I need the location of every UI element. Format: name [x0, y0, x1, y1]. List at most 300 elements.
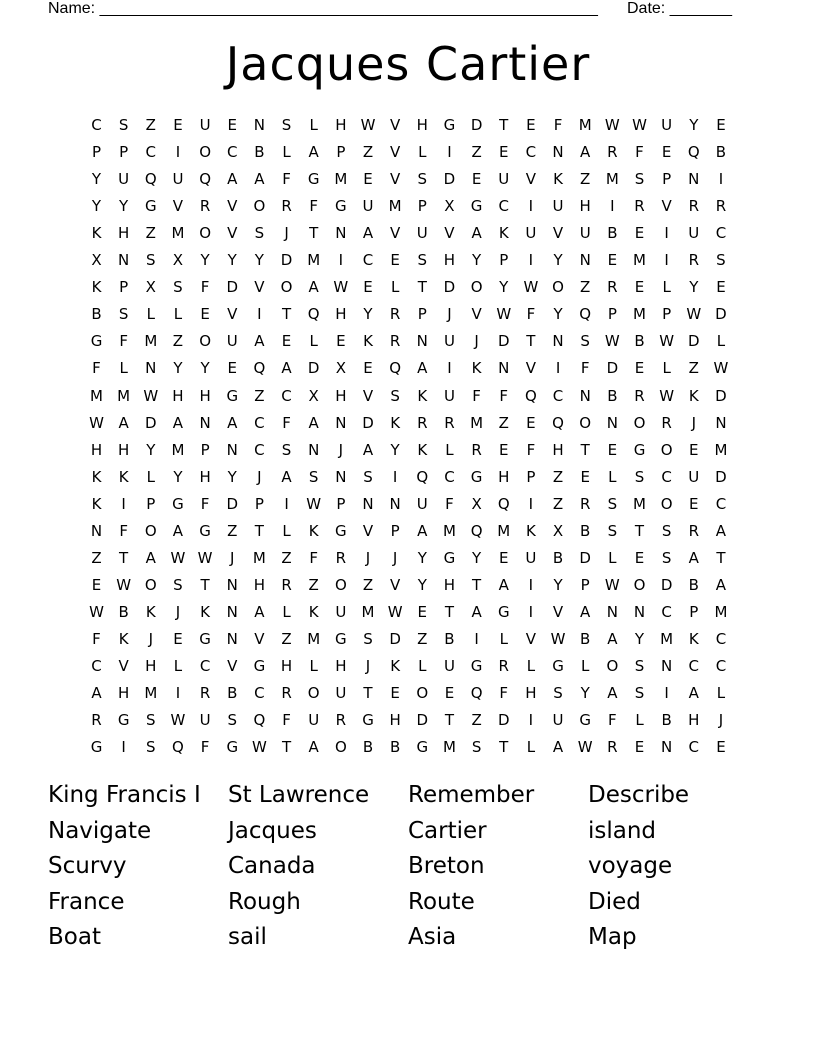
grid-letter: I: [664, 224, 669, 243]
grid-letter: A: [308, 143, 319, 162]
grid-letter: W: [89, 413, 104, 432]
grid-letter: E: [634, 548, 645, 567]
grid-row: [83, 112, 733, 139]
grid-letter: C: [91, 116, 102, 134]
grid-letter: M: [660, 629, 674, 648]
grid-letter: T: [499, 116, 509, 134]
word-bank-item: Boat: [48, 924, 101, 950]
grid-letter: Z: [580, 278, 591, 297]
grid-letter: E: [634, 359, 645, 378]
grid-letter: S: [417, 251, 428, 270]
grid-letter: O: [199, 224, 211, 243]
grid-letter: L: [526, 657, 536, 675]
grid-letter: M: [714, 440, 728, 459]
grid-letter: S: [417, 170, 428, 189]
grid-letter: W: [306, 494, 322, 513]
grid-letter: L: [309, 116, 318, 134]
grid-letter: S: [227, 711, 238, 730]
grid-letter: F: [472, 386, 481, 405]
grid-letter: V: [525, 359, 537, 378]
grid-letter: A: [281, 467, 292, 486]
grid-letter: I: [718, 170, 724, 189]
grid-row: [83, 355, 733, 382]
grid-letter: D: [497, 332, 510, 351]
grid-letter: A: [552, 738, 564, 757]
grid-letter: H: [118, 440, 130, 459]
grid-letter: S: [661, 521, 672, 540]
grid-letter: M: [633, 251, 646, 270]
grid-letter: V: [227, 305, 238, 324]
grid-letter: S: [173, 575, 183, 594]
grid-letter: B: [661, 711, 672, 730]
grid-letter: I: [474, 629, 479, 648]
grid-letter: Y: [119, 197, 129, 216]
grid-letter: Y: [472, 548, 482, 567]
grid-letter: N: [90, 521, 103, 540]
word-bank-item: Remember: [408, 782, 535, 808]
grid-letter: N: [226, 629, 238, 648]
grid-letter: U: [226, 332, 238, 351]
grid-letter: K: [498, 224, 509, 243]
grid-letter: S: [281, 116, 292, 134]
grid-letter: P: [499, 251, 509, 270]
grid-letter: C: [199, 657, 211, 675]
grid-letter: L: [608, 548, 617, 567]
grid-letter: T: [444, 602, 455, 621]
grid-letter: G: [470, 657, 483, 675]
grid-letter: J: [691, 413, 697, 432]
grid-letter: V: [444, 224, 455, 243]
grid-letter: K: [91, 278, 102, 297]
grid-letter: S: [716, 251, 726, 270]
grid-letter: H: [118, 224, 130, 243]
grid-letter: N: [715, 413, 727, 432]
grid-letter: M: [470, 413, 484, 432]
grid-letter: H: [389, 711, 401, 730]
grid-letter: S: [607, 494, 618, 513]
word-bank-item: Rough: [228, 888, 301, 915]
grid-letter: V: [362, 521, 374, 540]
grid-letter: F: [119, 332, 128, 351]
grid-letter: L: [445, 440, 454, 459]
grid-letter: P: [390, 521, 400, 540]
grid-letter: T: [526, 332, 536, 351]
grid-letter: F: [553, 116, 563, 134]
grid-letter: I: [528, 711, 534, 730]
grid-letter: V: [362, 386, 374, 405]
grid-letter: M: [714, 602, 728, 621]
grid-letter: U: [118, 170, 130, 189]
grid-letter: Q: [144, 170, 157, 189]
grid-letter: S: [118, 305, 129, 324]
grid-letter: A: [254, 170, 265, 189]
grid-letter: R: [688, 197, 700, 216]
grid-letter: D: [362, 413, 374, 432]
grid-letter: H: [525, 684, 537, 703]
grid-letter: U: [308, 711, 320, 730]
grid-letter: I: [555, 359, 561, 378]
grid-letter: E: [499, 548, 509, 567]
grid-letter: H: [443, 575, 456, 594]
grid-letter: H: [335, 305, 347, 324]
grid-letter: S: [634, 170, 645, 189]
grid-letter: W: [333, 278, 349, 297]
grid-letter: I: [338, 251, 344, 270]
word-bank-item: Map: [588, 924, 637, 950]
grid-letter: P: [336, 494, 346, 513]
grid-letter: D: [226, 494, 239, 513]
grid-letter: Z: [362, 575, 374, 594]
grid-letter: A: [417, 521, 428, 540]
grid-letter: R: [661, 413, 672, 432]
grid-letter: Y: [553, 251, 563, 270]
grid-letter: C: [715, 224, 727, 243]
grid-letter: V: [227, 197, 238, 216]
grid-letter: F: [499, 386, 509, 405]
grid-letter: D: [443, 278, 456, 297]
grid-letter: C: [444, 467, 455, 486]
grid-letter: V: [471, 305, 482, 324]
grid-letter: K: [553, 170, 563, 189]
grid-letter: H: [280, 657, 293, 675]
grid-letter: L: [418, 143, 427, 162]
grid-letter: R: [607, 738, 618, 757]
grid-letter: H: [90, 440, 103, 459]
grid-letter: N: [253, 116, 265, 134]
grid-letter: C: [362, 251, 374, 270]
grid-letter: L: [282, 521, 291, 540]
grid-letter: E: [607, 251, 618, 270]
grid-row: [83, 680, 733, 707]
grid-letter: E: [200, 305, 210, 324]
grid-letter: O: [144, 575, 157, 594]
grid-letter: R: [199, 197, 211, 216]
grid-row: [83, 518, 733, 545]
grid-letter: G: [90, 332, 103, 351]
grid-letter: E: [634, 278, 645, 297]
grid-letter: A: [580, 602, 591, 621]
grid-letter: B: [362, 738, 374, 757]
grid-letter: O: [470, 278, 483, 297]
grid-letter: N: [226, 575, 238, 594]
grid-letter: V: [254, 629, 265, 648]
grid-letter: U: [498, 170, 510, 189]
grid-letter: E: [227, 116, 237, 134]
grid-letter: P: [662, 170, 672, 189]
grid-letter: O: [334, 738, 347, 757]
grid-letter: Y: [363, 305, 373, 324]
grid-letter: E: [390, 684, 400, 703]
grid-letter: L: [282, 602, 291, 621]
grid-letter: R: [444, 413, 455, 432]
grid-letter: E: [580, 467, 590, 486]
grid-letter: H: [335, 116, 347, 134]
grid-letter: Y: [200, 359, 210, 378]
grid-letter: S: [173, 278, 183, 297]
grid-letter: R: [607, 278, 618, 297]
grid-letter: A: [172, 413, 184, 432]
word-bank-item: Describe: [588, 782, 690, 808]
grid-letter: R: [634, 386, 645, 405]
grid-letter: A: [688, 684, 699, 703]
grid-letter: O: [199, 332, 211, 351]
grid-letter: L: [282, 143, 291, 162]
grid-letter: O: [579, 413, 592, 432]
grid-letter: G: [416, 738, 429, 757]
grid-letter: C: [715, 657, 727, 675]
word-bank-item: France: [48, 888, 125, 915]
word-bank-item: Route: [408, 888, 475, 915]
grid-row: [83, 653, 733, 680]
grid-letter: B: [688, 575, 699, 594]
grid-letter: M: [171, 224, 185, 243]
grid-letter: W: [686, 305, 702, 324]
page-title: Jacques Cartier: [225, 37, 591, 91]
grid-letter: G: [579, 711, 591, 730]
word-bank-item: Navigate: [48, 817, 152, 844]
grid-letter: E: [336, 332, 346, 351]
grid-letter: E: [689, 440, 699, 459]
grid-letter: E: [173, 629, 183, 648]
grid-letter: D: [660, 575, 673, 594]
grid-letter: K: [308, 521, 319, 540]
grid-letter: P: [119, 278, 129, 297]
grid-letter: V: [390, 575, 401, 594]
grid-letter: B: [118, 602, 129, 621]
grid-letter: K: [471, 359, 482, 378]
grid-letter: K: [118, 467, 129, 486]
grid-letter: J: [230, 548, 235, 567]
grid-letter: S: [146, 251, 156, 270]
grid-letter: F: [282, 170, 291, 189]
grid-letter: B: [227, 684, 238, 703]
grid-letter: Y: [499, 278, 509, 297]
grid-letter: C: [715, 494, 727, 513]
grid-letter: B: [607, 224, 618, 243]
grid-letter: Z: [471, 711, 482, 730]
grid-letter: X: [145, 278, 156, 297]
grid-letter: H: [335, 657, 347, 675]
grid-letter: I: [121, 494, 126, 513]
grid-letter: W: [116, 575, 132, 594]
grid-letter: Y: [254, 251, 264, 270]
grid-letter: A: [254, 602, 265, 621]
grid-letter: D: [307, 359, 320, 378]
grid-letter: E: [526, 413, 536, 432]
grid-letter: Q: [470, 521, 483, 540]
grid-letter: H: [498, 467, 510, 486]
grid-row: [83, 383, 733, 410]
grid-letter: Y: [91, 197, 102, 216]
grid-letter: F: [526, 305, 536, 324]
grid-letter: C: [91, 657, 102, 675]
grid-letter: U: [579, 224, 591, 243]
grid-row: [83, 301, 733, 328]
grid-row: [83, 572, 733, 599]
grid-letter: U: [525, 548, 537, 567]
grid-letter: A: [362, 440, 374, 459]
grid-letter: Q: [307, 305, 320, 324]
grid-letter: D: [715, 305, 727, 324]
grid-letter: E: [716, 278, 726, 297]
grid-letter: I: [392, 467, 398, 486]
grid-letter: G: [633, 440, 646, 459]
grid-letter: Z: [362, 143, 374, 162]
grid-letter: Z: [227, 521, 238, 540]
grid-letter: I: [528, 251, 534, 270]
grid-letter: J: [447, 305, 452, 324]
word-bank-item: Breton: [408, 853, 485, 879]
grid-letter: L: [499, 629, 508, 648]
grid-letter: R: [335, 548, 347, 567]
grid-letter: N: [661, 738, 673, 757]
grid-letter: H: [443, 251, 456, 270]
grid-letter: P: [607, 305, 617, 324]
grid-letter: A: [308, 738, 319, 757]
grid-letter: E: [716, 738, 726, 757]
grid-letter: E: [91, 575, 102, 594]
grid-letter: K: [145, 602, 156, 621]
grid-letter: J: [718, 711, 724, 730]
grid-letter: Y: [580, 684, 590, 703]
grid-letter: O: [199, 143, 211, 162]
grid-letter: F: [282, 711, 291, 730]
grid-letter: A: [688, 548, 699, 567]
grid-letter: N: [118, 251, 130, 270]
grid-letter: B: [444, 629, 455, 648]
grid-letter: R: [498, 657, 509, 675]
grid-letter: R: [715, 197, 727, 216]
grid-letter: A: [308, 278, 319, 297]
grid-letter: L: [662, 278, 671, 297]
grid-letter: I: [175, 143, 181, 162]
grid-row: [83, 247, 733, 274]
grid-letter: I: [121, 738, 126, 757]
grid-letter: N: [416, 332, 428, 351]
grid-letter: L: [716, 684, 726, 703]
grid-letter: C: [688, 738, 700, 757]
grid-row: [83, 274, 733, 301]
grid-letter: N: [145, 359, 157, 378]
grid-letter: O: [144, 521, 157, 540]
grid-letter: R: [607, 143, 618, 162]
grid-letter: M: [144, 332, 158, 351]
grid-letter: G: [199, 521, 211, 540]
grid-letter: Q: [687, 143, 700, 162]
grid-letter: N: [606, 413, 618, 432]
grid-letter: R: [688, 251, 700, 270]
grid-letter: F: [635, 143, 644, 162]
word-bank-item: St Lawrence: [228, 782, 370, 808]
grid-letter: O: [253, 197, 266, 216]
grid-letter: P: [417, 305, 427, 324]
grid-letter: Q: [199, 170, 211, 189]
grid-letter: S: [146, 711, 156, 730]
grid-letter: M: [442, 738, 456, 757]
grid-letter: C: [688, 657, 700, 675]
word-bank-item: King Francis I: [48, 782, 201, 808]
grid-letter: K: [91, 224, 102, 243]
grid-letter: M: [633, 494, 646, 513]
grid-letter: Z: [471, 143, 482, 162]
grid-letter: W: [496, 305, 512, 324]
grid-letter: J: [284, 224, 289, 243]
grid-letter: T: [281, 738, 292, 757]
grid-letter: U: [443, 386, 455, 405]
grid-letter: M: [633, 305, 646, 324]
grid-row: [83, 626, 733, 653]
grid-letter: R: [389, 332, 401, 351]
grid-letter: X: [172, 251, 184, 270]
grid-row: [83, 545, 733, 572]
grid-letter: W: [632, 116, 647, 134]
grid-letter: W: [577, 738, 593, 757]
grid-letter: Q: [470, 684, 483, 703]
grid-letter: P: [146, 494, 156, 513]
grid-letter: D: [497, 711, 510, 730]
grid-letter: O: [660, 440, 673, 459]
grid-letter: C: [525, 143, 537, 162]
grid-letter: R: [335, 711, 347, 730]
grid-letter: N: [606, 602, 618, 621]
grid-letter: G: [470, 467, 483, 486]
grid-letter: R: [199, 684, 211, 703]
grid-letter: A: [471, 602, 482, 621]
grid-letter: E: [417, 602, 428, 621]
grid-letter: A: [607, 684, 618, 703]
grid-letter: C: [254, 684, 265, 703]
grid-letter: M: [307, 251, 321, 270]
grid-letter: H: [145, 657, 157, 675]
grid-letter: T: [309, 224, 319, 243]
grid-letter: A: [607, 629, 618, 648]
grid-letter: Z: [91, 548, 102, 567]
grid-letter: U: [525, 224, 537, 243]
grid-letter: U: [443, 657, 455, 675]
grid-letter: K: [390, 657, 401, 675]
grid-letter: J: [365, 657, 371, 675]
grid-letter: A: [308, 413, 319, 432]
grid-letter: B: [634, 332, 645, 351]
grid-letter: C: [661, 467, 672, 486]
grid-letter: T: [634, 521, 645, 540]
grid-letter: I: [257, 305, 262, 324]
grid-letter: M: [171, 440, 185, 459]
grid-letter: I: [610, 197, 615, 216]
grid-letter: F: [200, 278, 210, 297]
word-bank-item: Jacques: [228, 817, 317, 844]
grid-letter: D: [715, 467, 727, 486]
grid-letter: J: [474, 332, 479, 351]
word-bank-item: island: [588, 817, 657, 844]
grid-letter: W: [89, 602, 104, 621]
grid-letter: Z: [498, 413, 509, 432]
grid-letter: G: [117, 711, 130, 730]
grid-letter: W: [251, 738, 267, 757]
grid-letter: Q: [172, 738, 184, 757]
grid-letter: Z: [281, 629, 292, 648]
grid-row: [83, 220, 733, 247]
grid-letter: K: [363, 332, 373, 351]
grid-letter: F: [92, 629, 101, 648]
grid-letter: H: [416, 116, 428, 134]
grid-letter: E: [363, 170, 373, 189]
grid-row: [83, 599, 733, 626]
grid-letter: D: [715, 386, 727, 405]
grid-letter: B: [389, 738, 401, 757]
grid-letter: H: [335, 386, 347, 405]
grid-letter: Q: [416, 467, 429, 486]
